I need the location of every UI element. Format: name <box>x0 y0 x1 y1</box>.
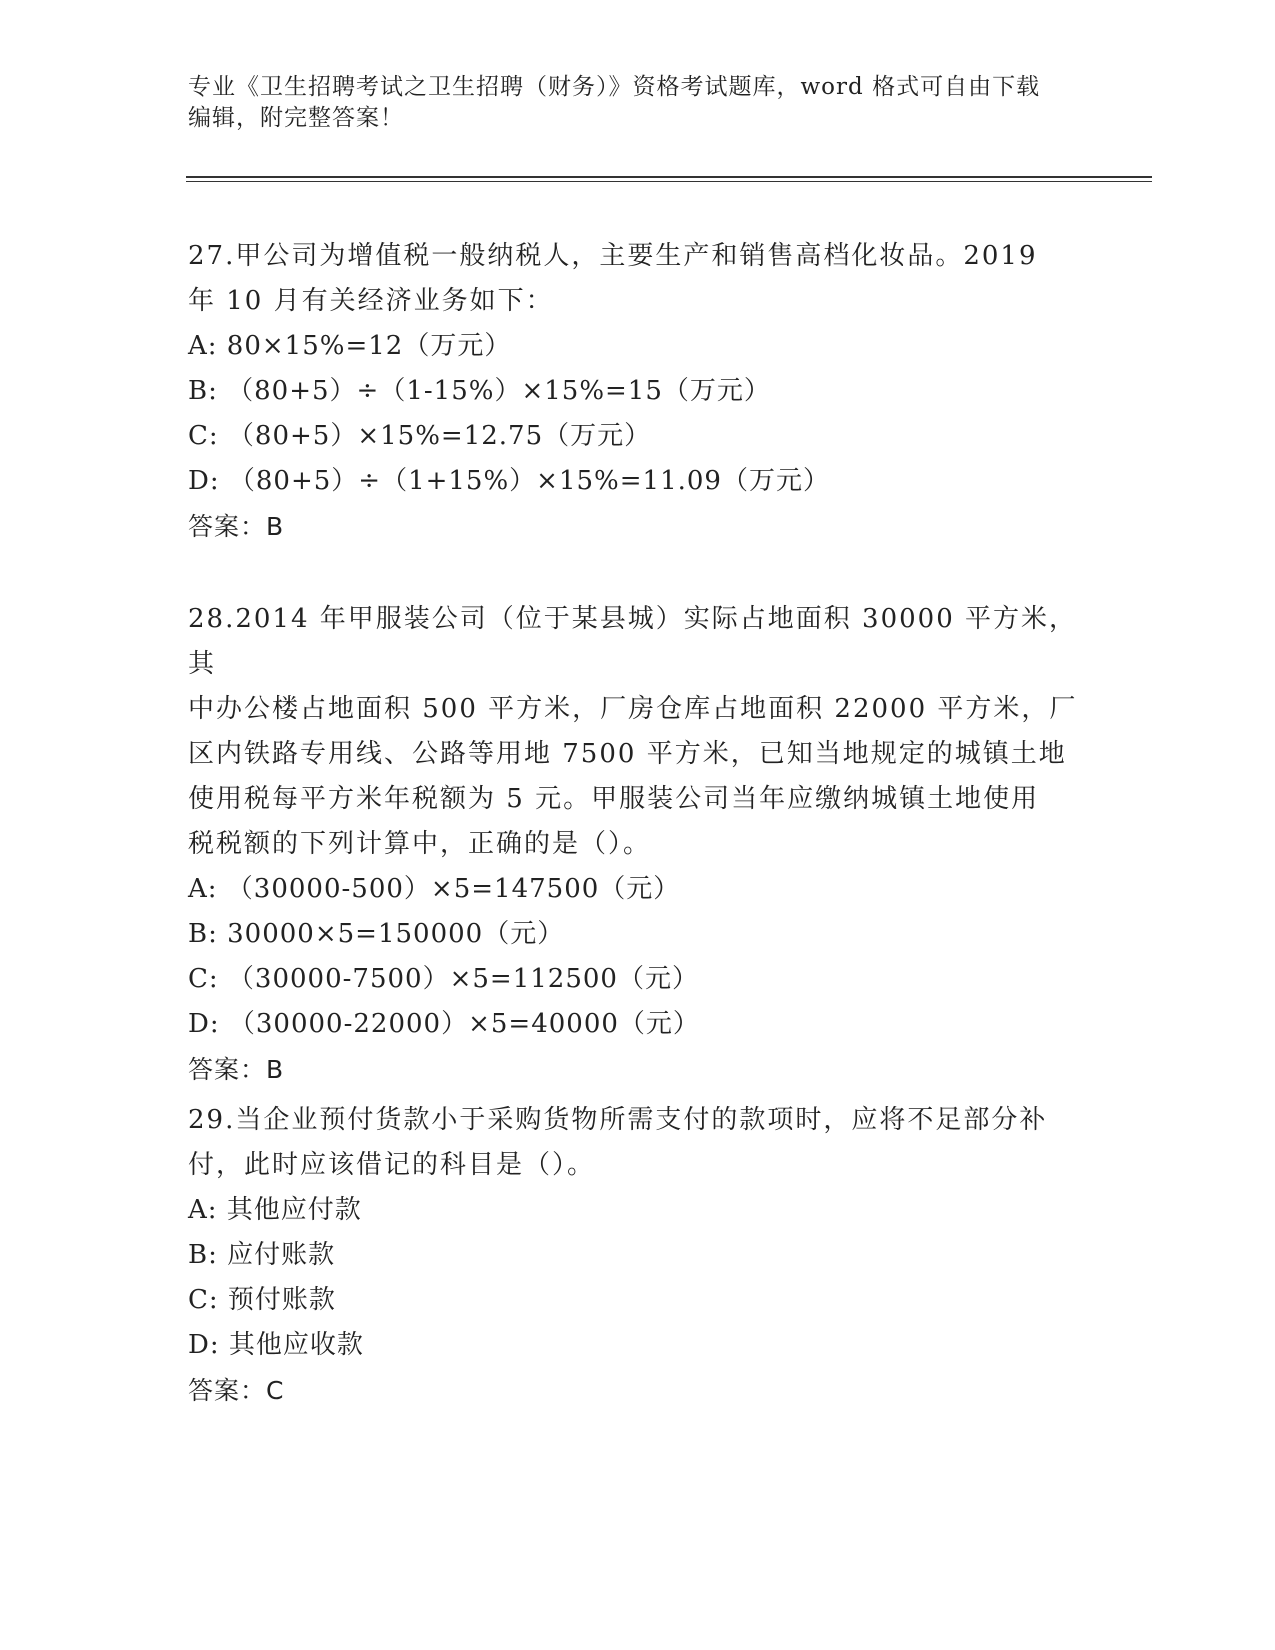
option-d: D: （30000-22000）×5=40000（元） <box>188 1009 700 1039</box>
question-stem-line: 年 10 月有关经济业务如下： <box>188 286 554 316</box>
question-stem-line: 28.2014 年甲服装公司（位于某县城）实际占地面积 30000 平方米，其 <box>188 604 1078 679</box>
header-line-2: 编辑，附完整答案！ <box>188 105 404 131</box>
question-stem-line: 使用税每平方米年税额为 5 元。甲服装公司当年应缴纳城镇土地使用 <box>188 784 1040 814</box>
question-28 <box>188 597 1088 1092</box>
question-stem-line: 29.当企业预付货款小于采购货物所需支付的款项时，应将不足部分补 <box>188 1105 1048 1135</box>
option-b: B: 30000×5=150000（元） <box>188 919 565 949</box>
option-b: B: （80+5）÷（1-15%）×15%=15（万元） <box>188 376 771 406</box>
option-c: C: （80+5）×15%=12.75（万元） <box>188 421 652 451</box>
question-27 <box>188 234 1088 549</box>
header-divider-thick <box>186 176 1152 178</box>
question-stem-line: 付，此时应该借记的科目是（）。 <box>188 1150 596 1180</box>
question-stem-line: 区内铁路专用线、公路等用地 7500 平方米，已知当地规定的城镇土地 <box>188 739 1067 769</box>
option-a: A: 其他应付款 <box>188 1195 362 1225</box>
answer-line: 答案：B <box>188 1055 285 1084</box>
option-d: D: （80+5）÷（1+15%）×15%=11.09（万元） <box>188 466 830 496</box>
option-a: A: （30000-500）×5=147500（元） <box>188 874 681 904</box>
question-stem-line: 中办公楼占地面积 500 平方米，厂房仓库占地面积 22000 平方米，厂 <box>188 694 1078 724</box>
question-29 <box>188 1098 1088 1413</box>
answer-line: 答案：C <box>188 1376 285 1405</box>
question-stem-line: 27.甲公司为增值税一般纳税人，主要生产和销售高档化妆品。2019 <box>188 241 1038 271</box>
option-c: C: （30000-7500）×5=112500（元） <box>188 964 699 994</box>
header-line-1: 专业《卫生招聘考试之卫生招聘（财务）》资格考试题库，word 格式可自由下载 <box>188 74 1041 100</box>
option-a: A: 80×15%=12（万元） <box>188 331 512 361</box>
document-header <box>188 72 1068 134</box>
answer-line: 答案：B <box>188 512 285 541</box>
option-c: C: 预付账款 <box>188 1285 336 1315</box>
option-b: B: 应付账款 <box>188 1240 336 1270</box>
question-stem-line: 税税额的下列计算中，正确的是（）。 <box>188 829 652 859</box>
option-d: D: 其他应收款 <box>188 1330 364 1360</box>
header-divider-thin <box>186 181 1152 182</box>
